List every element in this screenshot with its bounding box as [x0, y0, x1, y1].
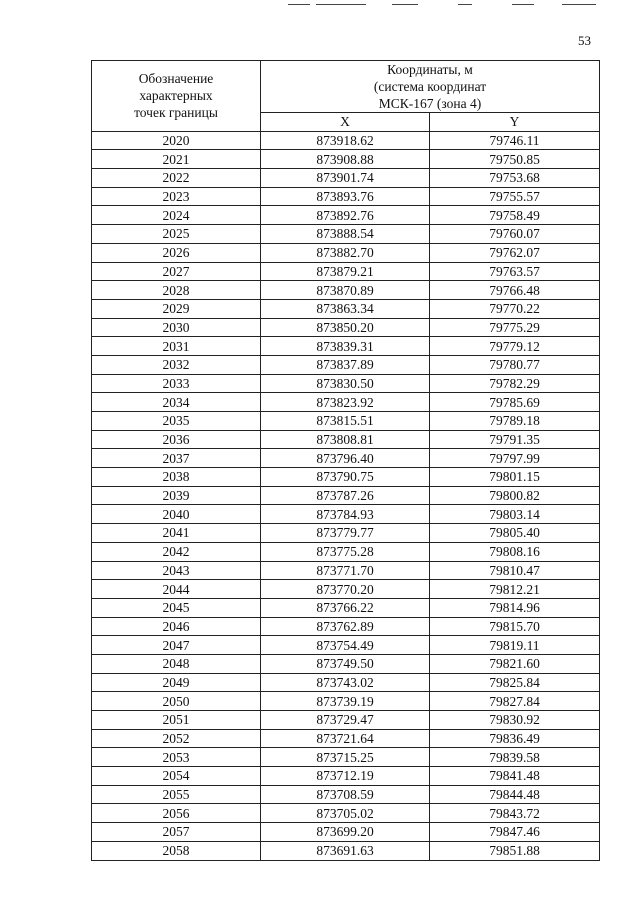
- y-coordinate-cell: 79775.29: [430, 318, 600, 337]
- y-coordinate-cell: 79843.72: [430, 804, 600, 823]
- point-id-cell: 2042: [92, 542, 261, 561]
- point-id-cell: 2029: [92, 299, 261, 318]
- table-row: [92, 412, 600, 431]
- table-row: [92, 281, 600, 300]
- x-coordinate-cell: 873815.51: [261, 412, 430, 431]
- x-coordinate-cell: 873850.20: [261, 318, 430, 337]
- y-coordinate-cell: 79847.46: [430, 823, 600, 842]
- x-coordinate-cell: 873888.54: [261, 225, 430, 244]
- y-coordinate-cell: 79791.35: [430, 430, 600, 449]
- x-coordinate-cell: 873708.59: [261, 785, 430, 804]
- table-row: [92, 804, 600, 823]
- y-coordinate-cell: 79839.58: [430, 748, 600, 767]
- point-id-cell: 2035: [92, 412, 261, 431]
- table-row: [92, 337, 600, 356]
- x-coordinate-cell: 873787.26: [261, 486, 430, 505]
- x-coordinate-cell: 873870.89: [261, 281, 430, 300]
- point-id-cell: 2041: [92, 524, 261, 543]
- table-row: [92, 486, 600, 505]
- y-coordinate-cell: 79836.49: [430, 729, 600, 748]
- x-coordinate-cell: 873796.40: [261, 449, 430, 468]
- table-row: [92, 767, 600, 786]
- table-row: [92, 150, 600, 169]
- table-row: [92, 673, 600, 692]
- point-id-cell: 2038: [92, 468, 261, 487]
- coords-header-line: (система координат: [373, 79, 487, 94]
- x-coordinate-cell: 873739.19: [261, 692, 430, 711]
- table-row: [92, 206, 600, 225]
- table-row: [92, 243, 600, 262]
- x-coordinate-cell: 873790.75: [261, 468, 430, 487]
- x-coordinate-cell: 873770.20: [261, 580, 430, 599]
- y-coordinate-cell: 79841.48: [430, 767, 600, 786]
- x-coordinate-cell: 873882.70: [261, 243, 430, 262]
- y-coordinate-cell: 79821.60: [430, 654, 600, 673]
- table-row: [92, 748, 600, 767]
- table-row: [92, 187, 600, 206]
- point-header-line: Обозначение: [138, 71, 214, 87]
- y-coordinate-cell: 79770.22: [430, 299, 600, 318]
- table-row: [92, 262, 600, 281]
- x-coordinate-cell: 873837.89: [261, 355, 430, 374]
- y-coordinate-cell: 79797.99: [430, 449, 600, 468]
- x-coordinate-cell: 873705.02: [261, 804, 430, 823]
- x-coordinate-cell: 873749.50: [261, 654, 430, 673]
- x-coordinate-cell: 873766.22: [261, 598, 430, 617]
- point-id-cell: 2039: [92, 486, 261, 505]
- table-row: [92, 468, 600, 487]
- point-header-line: точек границы: [134, 105, 218, 121]
- x-coordinate-cell: 873691.63: [261, 841, 430, 860]
- point-id-cell: 2053: [92, 748, 261, 767]
- y-coordinate-cell: 79800.82: [430, 486, 600, 505]
- x-coordinate-cell: 873808.81: [261, 430, 430, 449]
- table-row: [92, 169, 600, 188]
- y-coordinate-cell: 79844.48: [430, 785, 600, 804]
- y-coordinate-cell: 79827.84: [430, 692, 600, 711]
- point-id-cell: 2050: [92, 692, 261, 711]
- table-row: [92, 823, 600, 842]
- scan-artifact-lines: [0, 0, 640, 10]
- point-id-cell: 2058: [92, 841, 261, 860]
- x-coordinate-cell: 873830.50: [261, 374, 430, 393]
- y-coordinate-cell: 79746.11: [430, 131, 600, 150]
- table-row: [92, 636, 600, 655]
- point-id-cell: 2051: [92, 711, 261, 730]
- y-coordinate-cell: 79780.77: [430, 355, 600, 374]
- y-coordinate-cell: 79750.85: [430, 150, 600, 169]
- point-id-cell: 2025: [92, 225, 261, 244]
- point-id-cell: 2021: [92, 150, 261, 169]
- table-row: [92, 692, 600, 711]
- point-id-cell: 2054: [92, 767, 261, 786]
- table-row: [92, 711, 600, 730]
- y-coordinate-cell: 79760.07: [430, 225, 600, 244]
- page-number: 53: [578, 33, 591, 48]
- y-coordinate-cell: 79810.47: [430, 561, 600, 580]
- y-coordinate-cell: 79815.70: [430, 617, 600, 636]
- point-id-cell: 2031: [92, 337, 261, 356]
- point-id-cell: 2057: [92, 823, 261, 842]
- y-coordinate-cell: 79825.84: [430, 673, 600, 692]
- coords-header-line: Координаты, м: [387, 62, 473, 77]
- point-id-cell: 2023: [92, 187, 261, 206]
- y-coordinate-cell: 79805.40: [430, 524, 600, 543]
- y-coordinate-cell: 79758.49: [430, 206, 600, 225]
- y-coordinate-cell: 79785.69: [430, 393, 600, 412]
- table-row: [92, 299, 600, 318]
- y-coordinate-cell: 79808.16: [430, 542, 600, 561]
- point-id-cell: 2037: [92, 449, 261, 468]
- x-column-header: X: [261, 113, 430, 132]
- point-id-cell: 2052: [92, 729, 261, 748]
- x-coordinate-cell: 873729.47: [261, 711, 430, 730]
- x-coordinate-cell: 873893.76: [261, 187, 430, 206]
- point-id-cell: 2040: [92, 505, 261, 524]
- table-row: [92, 598, 600, 617]
- point-column-header: [92, 61, 261, 132]
- point-id-cell: 2056: [92, 804, 261, 823]
- y-coordinate-cell: 79755.57: [430, 187, 600, 206]
- table-row: [92, 729, 600, 748]
- table-row: [92, 561, 600, 580]
- table-body: [92, 131, 600, 860]
- x-coordinate-cell: 873743.02: [261, 673, 430, 692]
- x-coordinate-cell: 873775.28: [261, 542, 430, 561]
- table-row: [92, 580, 600, 599]
- point-id-cell: 2045: [92, 598, 261, 617]
- y-coordinate-cell: 79766.48: [430, 281, 600, 300]
- x-coordinate-cell: 873721.64: [261, 729, 430, 748]
- point-id-cell: 2027: [92, 262, 261, 281]
- x-coordinate-cell: 873699.20: [261, 823, 430, 842]
- y-coordinate-cell: 79762.07: [430, 243, 600, 262]
- y-coordinate-cell: 79812.21: [430, 580, 600, 599]
- x-coordinate-cell: 873771.70: [261, 561, 430, 580]
- table-row: [92, 542, 600, 561]
- table-row: [92, 785, 600, 804]
- table-row: [92, 225, 600, 244]
- table-row: [92, 617, 600, 636]
- coords-header-line: МСК-167 (зона 4): [378, 96, 482, 111]
- point-id-cell: 2049: [92, 673, 261, 692]
- x-coordinate-cell: 873754.49: [261, 636, 430, 655]
- y-coordinate-cell: 79763.57: [430, 262, 600, 281]
- x-coordinate-cell: 873715.25: [261, 748, 430, 767]
- point-header-line: характерных: [139, 88, 213, 104]
- point-id-cell: 2024: [92, 206, 261, 225]
- table-row: [92, 524, 600, 543]
- point-id-cell: 2048: [92, 654, 261, 673]
- x-coordinate-cell: 873712.19: [261, 767, 430, 786]
- point-id-cell: 2028: [92, 281, 261, 300]
- table-row: [92, 393, 600, 412]
- point-id-cell: 2034: [92, 393, 261, 412]
- point-id-cell: 2036: [92, 430, 261, 449]
- table-row: [92, 430, 600, 449]
- x-coordinate-cell: 873879.21: [261, 262, 430, 281]
- point-id-cell: 2020: [92, 131, 261, 150]
- table-row: [92, 355, 600, 374]
- point-id-cell: 2032: [92, 355, 261, 374]
- point-id-cell: 2046: [92, 617, 261, 636]
- point-id-cell: 2047: [92, 636, 261, 655]
- table-row: [92, 131, 600, 150]
- table-row: [92, 654, 600, 673]
- y-coordinate-cell: 79851.88: [430, 841, 600, 860]
- y-coordinate-cell: 79789.18: [430, 412, 600, 431]
- x-coordinate-cell: 873901.74: [261, 169, 430, 188]
- coordinates-table: [91, 60, 600, 861]
- y-coordinate-cell: 79803.14: [430, 505, 600, 524]
- y-coordinate-cell: 79814.96: [430, 598, 600, 617]
- table-row: [92, 449, 600, 468]
- y-coordinate-cell: 79801.15: [430, 468, 600, 487]
- x-coordinate-cell: 873779.77: [261, 524, 430, 543]
- x-coordinate-cell: 873839.31: [261, 337, 430, 356]
- x-coordinate-cell: 873863.34: [261, 299, 430, 318]
- x-coordinate-cell: 873892.76: [261, 206, 430, 225]
- point-id-cell: 2030: [92, 318, 261, 337]
- y-coordinate-cell: 79830.92: [430, 711, 600, 730]
- coordinates-group-header: [261, 61, 600, 113]
- point-id-cell: 2043: [92, 561, 261, 580]
- point-id-cell: 2044: [92, 580, 261, 599]
- y-coordinate-cell: 79753.68: [430, 169, 600, 188]
- point-id-cell: 2055: [92, 785, 261, 804]
- x-coordinate-cell: 873823.92: [261, 393, 430, 412]
- table-row: [92, 505, 600, 524]
- table-row: [92, 374, 600, 393]
- y-column-header: Y: [430, 113, 600, 132]
- x-coordinate-cell: 873918.62: [261, 131, 430, 150]
- y-coordinate-cell: 79819.11: [430, 636, 600, 655]
- table-row: [92, 318, 600, 337]
- y-coordinate-cell: 79782.29: [430, 374, 600, 393]
- point-id-cell: 2022: [92, 169, 261, 188]
- table-row: [92, 841, 600, 860]
- x-coordinate-cell: 873784.93: [261, 505, 430, 524]
- x-coordinate-cell: 873762.89: [261, 617, 430, 636]
- point-id-cell: 2033: [92, 374, 261, 393]
- x-coordinate-cell: 873908.88: [261, 150, 430, 169]
- y-coordinate-cell: 79779.12: [430, 337, 600, 356]
- point-id-cell: 2026: [92, 243, 261, 262]
